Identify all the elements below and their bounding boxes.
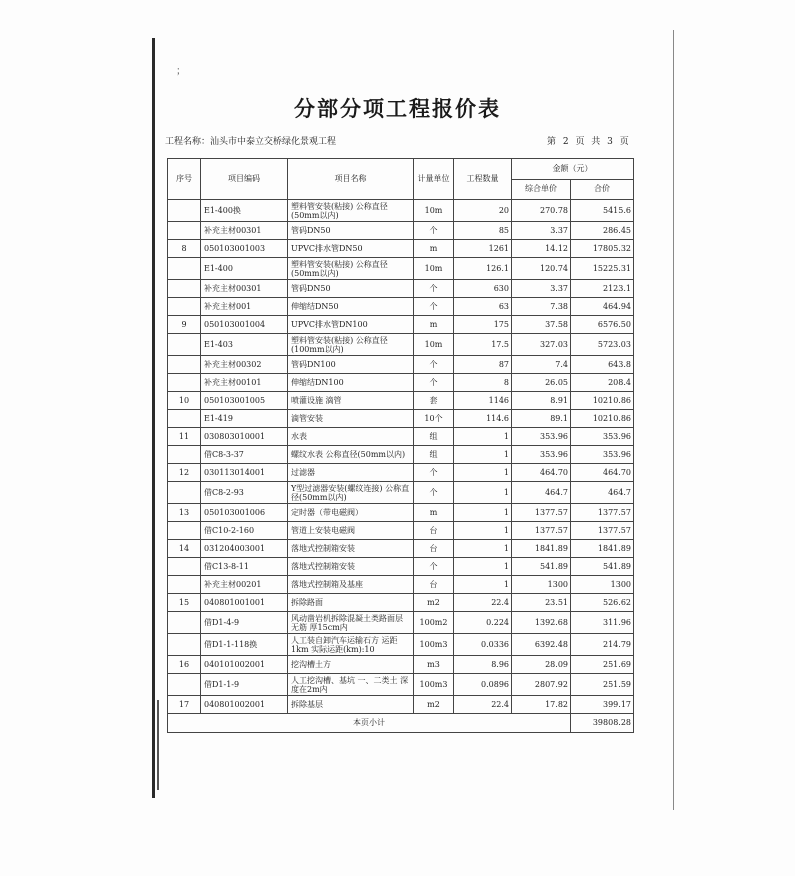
row-unit: 100m2 (414, 612, 454, 634)
row-unit: m2 (414, 696, 454, 714)
row-seq: 8 (168, 240, 201, 258)
row-total: 526.62 (571, 594, 634, 612)
row-total: 5415.6 (571, 200, 634, 222)
row-unit: 10m (414, 200, 454, 222)
row-qty: 0.0336 (454, 634, 512, 656)
row-code: 借D1-4-9 (201, 612, 288, 634)
binding-edge-line (152, 38, 155, 798)
row-total: 208.4 (571, 374, 634, 392)
row-unit: 个 (414, 464, 454, 482)
header-unit: 计量单位 (414, 159, 454, 200)
row-seq (168, 446, 201, 464)
row-total: 399.17 (571, 696, 634, 714)
subtotal-label: 本页小计 (168, 714, 571, 733)
row-qty: 1146 (454, 392, 512, 410)
table-row (168, 334, 634, 356)
row-unit-price: 464.7 (512, 482, 571, 504)
row-seq (168, 482, 201, 504)
table-row (168, 656, 634, 674)
row-code: 借D1-1-118换 (201, 634, 288, 656)
row-name: 塑料管安装(粘接) 公称直径(50mm以内) (288, 200, 414, 222)
row-qty: 22.4 (454, 696, 512, 714)
table-row (168, 258, 634, 280)
table-row (168, 482, 634, 504)
row-seq (168, 280, 201, 298)
table-row (168, 200, 634, 222)
row-qty: 1 (454, 428, 512, 446)
row-name: Y型过滤器安装(螺纹连接) 公称直径(50mm以内) (288, 482, 414, 504)
row-unit-price: 353.96 (512, 428, 571, 446)
row-code: 040801002001 (201, 696, 288, 714)
row-unit-price: 3.37 (512, 280, 571, 298)
row-qty: 114.6 (454, 410, 512, 428)
row-code: 借D1-1-9 (201, 674, 288, 696)
row-total: 541.89 (571, 558, 634, 576)
row-qty: 1 (454, 540, 512, 558)
header-total: 合价 (571, 179, 634, 200)
row-unit: 台 (414, 522, 454, 540)
row-total: 251.69 (571, 656, 634, 674)
row-total: 214.79 (571, 634, 634, 656)
row-name: UPVC排水管DN100 (288, 316, 414, 334)
row-total: 1300 (571, 576, 634, 594)
row-code: 050103001006 (201, 504, 288, 522)
row-qty: 175 (454, 316, 512, 334)
row-code: 031204003001 (201, 540, 288, 558)
row-qty: 1 (454, 558, 512, 576)
row-unit: 组 (414, 446, 454, 464)
table-row (168, 316, 634, 334)
project-name: 工程名称：汕头市中泰立交桥绿化景观工程 (165, 137, 337, 147)
row-unit: 个 (414, 298, 454, 316)
row-unit: 个 (414, 356, 454, 374)
table-row (168, 298, 634, 316)
table-row (168, 634, 634, 656)
row-name: 管码DN100 (288, 356, 414, 374)
row-total: 464.70 (571, 464, 634, 482)
table-row (168, 674, 634, 696)
row-code: 040101002001 (201, 656, 288, 674)
header-qty: 工程数量 (454, 159, 512, 200)
row-seq (168, 522, 201, 540)
row-qty: 630 (454, 280, 512, 298)
row-seq: 17 (168, 696, 201, 714)
row-code: E1-419 (201, 410, 288, 428)
row-unit: 100m3 (414, 674, 454, 696)
row-unit-price: 8.91 (512, 392, 571, 410)
row-seq (168, 298, 201, 316)
row-qty: 20 (454, 200, 512, 222)
row-name: 塑料管安装(粘接) 公称直径(100mm以内) (288, 334, 414, 356)
row-name: 风动凿岩机拆除混凝土类路面层 无筋 厚15cm内 (288, 612, 414, 634)
row-name: 伸缩结DN100 (288, 374, 414, 392)
row-unit-price: 1392.68 (512, 612, 571, 634)
row-seq (168, 558, 201, 576)
table-row (168, 356, 634, 374)
row-total: 464.7 (571, 482, 634, 504)
row-unit-price: 89.1 (512, 410, 571, 428)
row-unit-price: 1377.57 (512, 504, 571, 522)
row-name: 滴管安装 (288, 410, 414, 428)
row-unit: 台 (414, 576, 454, 594)
row-total: 1841.89 (571, 540, 634, 558)
row-qty: 1 (454, 482, 512, 504)
row-unit-price: 120.74 (512, 258, 571, 280)
table-row (168, 696, 634, 714)
row-total: 286.45 (571, 222, 634, 240)
row-name: 落地式控制箱安装 (288, 540, 414, 558)
table-row (168, 410, 634, 428)
table-row (168, 280, 634, 298)
row-seq (168, 200, 201, 222)
row-name: 管道上安装电磁阀 (288, 522, 414, 540)
row-unit-price: 1841.89 (512, 540, 571, 558)
row-seq (168, 410, 201, 428)
row-name: 塑料管安装(粘接) 公称直径(50mm以内) (288, 258, 414, 280)
row-name: 喷灌设施 滴管 (288, 392, 414, 410)
row-qty: 22.4 (454, 594, 512, 612)
row-total: 1377.57 (571, 504, 634, 522)
header-name: 项目名称 (288, 159, 414, 200)
row-unit: 组 (414, 428, 454, 446)
row-unit-price: 3.37 (512, 222, 571, 240)
row-qty: 1261 (454, 240, 512, 258)
row-name: 过滤器 (288, 464, 414, 482)
row-unit-price: 541.89 (512, 558, 571, 576)
row-qty: 1 (454, 446, 512, 464)
row-total: 311.96 (571, 612, 634, 634)
row-seq: 15 (168, 594, 201, 612)
row-code: 030803010001 (201, 428, 288, 446)
table-row (168, 464, 634, 482)
table-row (168, 558, 634, 576)
row-code: 补充主材00201 (201, 576, 288, 594)
header-code: 项目编码 (201, 159, 288, 200)
row-code: E1-400换 (201, 200, 288, 222)
row-code: 借C8-3-37 (201, 446, 288, 464)
row-unit: 套 (414, 392, 454, 410)
row-name: 挖沟槽土方 (288, 656, 414, 674)
row-qty: 1 (454, 504, 512, 522)
row-total: 6576.50 (571, 316, 634, 334)
row-code: 050103001005 (201, 392, 288, 410)
row-seq (168, 374, 201, 392)
row-total: 643.8 (571, 356, 634, 374)
row-total: 5723.03 (571, 334, 634, 356)
page-number-info: 第 2 页 共 3 页 (547, 137, 629, 147)
row-unit: 台 (414, 540, 454, 558)
row-unit-price: 26.05 (512, 374, 571, 392)
table-row (168, 504, 634, 522)
row-seq (168, 334, 201, 356)
header-unit-price: 综合单价 (512, 179, 571, 200)
row-unit-price: 1300 (512, 576, 571, 594)
row-name: 管码DN50 (288, 280, 414, 298)
row-seq: 13 (168, 504, 201, 522)
row-unit: 个 (414, 482, 454, 504)
row-qty: 1 (454, 576, 512, 594)
row-total: 15225.31 (571, 258, 634, 280)
row-unit: 个 (414, 280, 454, 298)
row-code: 借C10-2-160 (201, 522, 288, 540)
row-seq: 12 (168, 464, 201, 482)
header-seq: 序号 (168, 159, 201, 200)
row-seq (168, 258, 201, 280)
table-row (168, 446, 634, 464)
binding-edge-shadow (157, 700, 159, 790)
row-seq (168, 634, 201, 656)
row-unit-price: 1377.57 (512, 522, 571, 540)
row-qty: 63 (454, 298, 512, 316)
row-qty: 87 (454, 356, 512, 374)
row-name: 落地式控制箱及基座 (288, 576, 414, 594)
row-name: 落地式控制箱安装 (288, 558, 414, 576)
row-unit: m (414, 240, 454, 258)
row-code: E1-400 (201, 258, 288, 280)
row-code: 补充主材00101 (201, 374, 288, 392)
row-name: UPVC排水管DN50 (288, 240, 414, 258)
subtotal-value: 39808.28 (571, 714, 634, 733)
row-unit-price: 6392.48 (512, 634, 571, 656)
row-seq: 11 (168, 428, 201, 446)
row-code: 050103001004 (201, 316, 288, 334)
row-total: 10210.86 (571, 392, 634, 410)
row-qty: 1 (454, 522, 512, 540)
row-seq (168, 674, 201, 696)
row-unit: 10m (414, 334, 454, 356)
quotation-table (167, 158, 634, 733)
row-total: 2123.1 (571, 280, 634, 298)
row-unit-price: 270.78 (512, 200, 571, 222)
row-total: 251.59 (571, 674, 634, 696)
row-qty: 0.224 (454, 612, 512, 634)
header-amount: 金额（元） (512, 159, 634, 180)
row-unit: m (414, 316, 454, 334)
row-unit: 个 (414, 222, 454, 240)
table-row (168, 576, 634, 594)
row-unit: m2 (414, 594, 454, 612)
row-name: 管码DN50 (288, 222, 414, 240)
table-row (168, 374, 634, 392)
row-qty: 17.5 (454, 334, 512, 356)
table-row (168, 392, 634, 410)
row-code: 050103001003 (201, 240, 288, 258)
row-qty: 8 (454, 374, 512, 392)
row-unit: 个 (414, 374, 454, 392)
row-code: 补充主材00301 (201, 280, 288, 298)
row-unit-price: 327.03 (512, 334, 571, 356)
table-row (168, 594, 634, 612)
row-seq: 14 (168, 540, 201, 558)
row-unit: 个 (414, 558, 454, 576)
table-body (168, 200, 634, 714)
row-name: 人工装自卸汽车运输石方 运距1km 实际运距(km):10 (288, 634, 414, 656)
row-unit: 100m3 (414, 634, 454, 656)
row-seq: 10 (168, 392, 201, 410)
row-name: 人工挖沟槽、基坑 一、二类土 深度在2m内 (288, 674, 414, 696)
row-total: 464.94 (571, 298, 634, 316)
row-unit-price: 464.70 (512, 464, 571, 482)
row-qty: 85 (454, 222, 512, 240)
row-code: 补充主材00302 (201, 356, 288, 374)
table-row (168, 222, 634, 240)
row-name: 螺纹水表 公称直径(50mm以内) (288, 446, 414, 464)
row-code: 借C13-8-11 (201, 558, 288, 576)
row-code: 补充主材001 (201, 298, 288, 316)
row-seq (168, 612, 201, 634)
page-title: 分部分项工程报价表 (294, 96, 501, 121)
row-unit-price: 17.82 (512, 696, 571, 714)
row-seq: 16 (168, 656, 201, 674)
table-row (168, 540, 634, 558)
row-name: 定时器（带电磁阀） (288, 504, 414, 522)
row-qty: 0.0896 (454, 674, 512, 696)
row-qty: 1 (454, 464, 512, 482)
row-unit-price: 28.09 (512, 656, 571, 674)
row-unit-price: 7.38 (512, 298, 571, 316)
row-unit-price: 14.12 (512, 240, 571, 258)
row-name: 拆除基层 (288, 696, 414, 714)
row-name: 拆除路面 (288, 594, 414, 612)
row-seq (168, 356, 201, 374)
row-unit-price: 7.4 (512, 356, 571, 374)
row-total: 1377.57 (571, 522, 634, 540)
row-unit: m (414, 504, 454, 522)
row-code: 借C8-2-93 (201, 482, 288, 504)
row-name: 水表 (288, 428, 414, 446)
row-unit: 10m (414, 258, 454, 280)
row-unit-price: 353.96 (512, 446, 571, 464)
row-seq (168, 576, 201, 594)
row-code: 040801001001 (201, 594, 288, 612)
table-row (168, 612, 634, 634)
row-code: 030113014001 (201, 464, 288, 482)
row-total: 17805.32 (571, 240, 634, 258)
row-unit-price: 2807.92 (512, 674, 571, 696)
table-row (168, 428, 634, 446)
table-row (168, 522, 634, 540)
row-code: E1-403 (201, 334, 288, 356)
row-unit-price: 37.58 (512, 316, 571, 334)
row-unit: m3 (414, 656, 454, 674)
row-name: 伸缩结DN50 (288, 298, 414, 316)
scan-mark: ； (176, 66, 186, 77)
row-seq (168, 222, 201, 240)
row-qty: 8.96 (454, 656, 512, 674)
row-total: 353.96 (571, 428, 634, 446)
row-unit-price: 23.51 (512, 594, 571, 612)
row-code: 补充主材00301 (201, 222, 288, 240)
row-total: 353.96 (571, 446, 634, 464)
table-row (168, 240, 634, 258)
row-total: 10210.86 (571, 410, 634, 428)
page-right-edge (673, 30, 674, 810)
row-seq: 9 (168, 316, 201, 334)
row-unit: 10个 (414, 410, 454, 428)
row-qty: 126.1 (454, 258, 512, 280)
